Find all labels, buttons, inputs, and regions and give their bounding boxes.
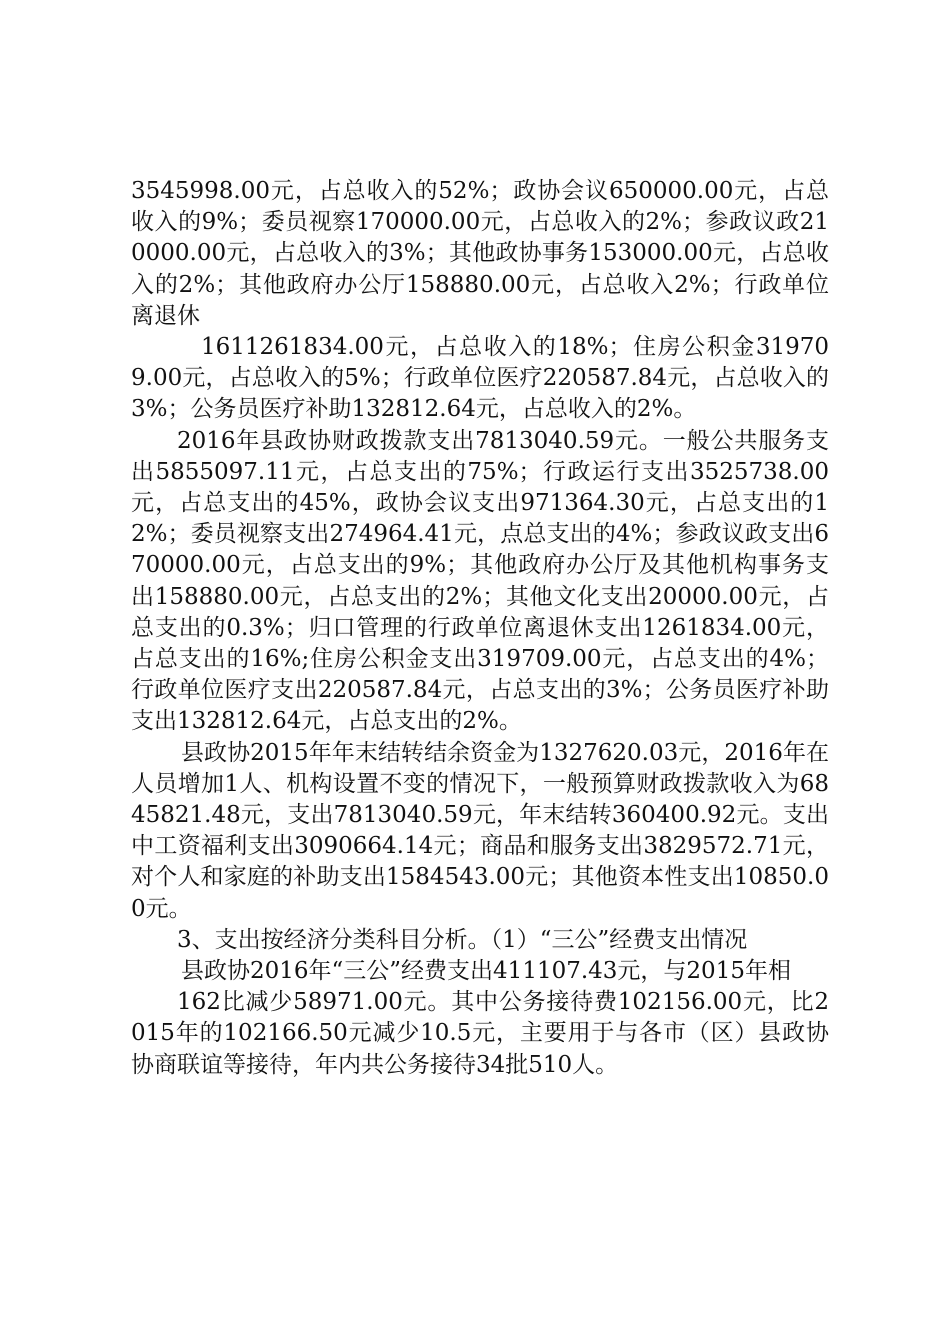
paragraph-section-heading: 3、支出按经济分类科目分析。（1）“三公”经费支出情况: [177, 926, 748, 953]
paragraph-income-continued: 1611261834.00元，占总收入的18%；住房公积金319709.00元，占总收入的5%；行政单位医疗220587.84元，占总收入的3%；公务员医疗补助132812.64元，占总收入的2%。: [131, 334, 829, 423]
paragraph-expenditure-2016: 2016年县政协财政拨款支出7813040.59元。一般公共服务支出5855097.11元，占总支出的75%；行政运行支出3525738.00元，占总支出的45%，政协会议支出971364.30元，占总支出的12%；委员视察支出274964.41元，点总支出的4%；参政议政支出670000.00元，占总支出的9%；其他政府办公厅及其他机构事务支出158880.00元，占总支出的2%；其他文化支出20000.00元，占总支出的0.3%；归口管理的行政单位离退休支出1261834.00元，占总支出的16%;住房公积金支出319709.00元，占总支出的4%；行政单位医疗支出220587.84元，占总支出的3%；公务员医疗补助支出132812.64元，占总支出的2%。: [131, 427, 829, 735]
paragraph-three-public: 县政协2016年“三公”经费支出411107.43元，与2015年相: [181, 958, 791, 985]
paragraph-income-breakdown: 3545998.00元，占总收入的52%；政协会议650000.00元，占总收入的9%；委员视察170000.00元，占总收入的2%；参政议政210000.00元，占总收入的3%；其他政协事务153000.00元，占总收入的2%；其他政府办公厅158880.00元，占总收入2%；行政单位离退休: [131, 178, 829, 329]
paragraph-carryover: 县政协2015年年末结转结余资金为1327620.03元，2016年在人员增加1人、机构设置不变的情况下，一般预算财政拨款收入为6845821.48元，支出7813040.59元，年末结转360400.92元。支出中工资福利支出3090664.14元；商品和服务支出3829572.71元，对个人和家庭的补助支出1584543.00元；其他资本性支出10850.00元。: [131, 739, 829, 922]
body-text: [131, 176, 829, 1081]
paragraph-reception-fee: 162比减少58971.00元。其中公务接待费102156.00元，比2015年的102166.50元减少10.5元，主要用于与各市（区）县政协协商联谊等接待，年内共公务接待34批510人。: [131, 989, 829, 1078]
